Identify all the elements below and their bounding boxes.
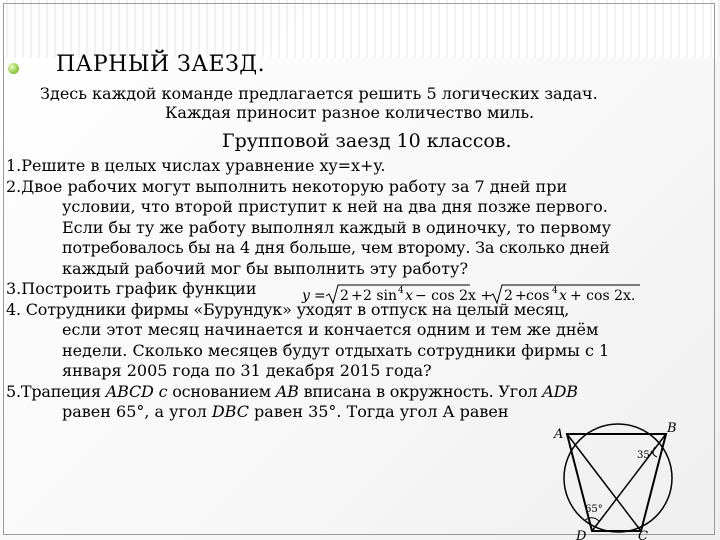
formula-plus2: + bbox=[515, 288, 527, 304]
label-b: B bbox=[667, 421, 677, 436]
trapezoid-abcd bbox=[567, 434, 666, 531]
formula-minus1: − cos 2x + bbox=[415, 288, 493, 304]
task-4-line-3: недели. Сколько месяцев будут отдыхать сотрудники фирмы с 1 bbox=[62, 340, 610, 360]
title-bullet-icon bbox=[8, 63, 19, 74]
task-4-line-2: если этот месяц начинается и кончается одним и тем же днём bbox=[62, 320, 599, 339]
formula-cos: cos bbox=[526, 288, 550, 304]
t5-dbc: DBC bbox=[211, 402, 249, 421]
task-2-line-4: потребовалось бы на 4 дня больше, чем второму. За сколько дней bbox=[62, 238, 610, 257]
formula-2b: 2 bbox=[504, 288, 513, 304]
trapezoid-figure bbox=[552, 414, 678, 540]
task-1: 1.Решите в целых числах уравнение xy=x+y. bbox=[6, 156, 386, 175]
formula-eq: = bbox=[314, 288, 326, 304]
formula-x1: x bbox=[405, 288, 413, 304]
angle-label-35: 35° bbox=[637, 450, 655, 461]
circumscribed-circle bbox=[564, 424, 672, 532]
group-heading: Групповой заезд 10 классов. bbox=[222, 130, 512, 152]
formula-x2: x bbox=[559, 288, 567, 304]
task-2-line-1: 2.Двое рабочих могут выполнить некоторую работу за 7 дней при bbox=[6, 176, 568, 196]
t5-text: вписана в окружность. Угол bbox=[298, 381, 543, 401]
task-3: 3.Построить график функции bbox=[6, 279, 257, 298]
task-2-line-2: условии, что второй приступит к ней на два дня позже первого. bbox=[62, 197, 608, 216]
t5-ab: AB bbox=[275, 381, 299, 401]
t5-text: равен 35°. Тогда угол А равен bbox=[248, 402, 509, 421]
formula-y: y bbox=[302, 288, 310, 304]
label-c: C bbox=[638, 529, 648, 540]
label-a: A bbox=[554, 427, 564, 442]
formula-tail: + cos 2x. bbox=[570, 288, 636, 304]
t5-text: основанием bbox=[167, 381, 276, 401]
task-4-line-4: января 2005 года по 31 декабря 2015 года? bbox=[62, 361, 432, 380]
angle-arc-d bbox=[585, 518, 599, 521]
angle-label-65: 65° bbox=[585, 504, 603, 515]
formula-sin: 2 sin bbox=[363, 288, 398, 304]
task-4-line-1: 4. Сотрудники фирмы «Бурундук» уходят в отпуск на целый месяц, bbox=[6, 299, 570, 319]
label-d: D bbox=[576, 529, 587, 540]
formula-pow2: 4 bbox=[552, 286, 558, 296]
formula-plus1: + bbox=[351, 288, 363, 304]
task-5-line-1 bbox=[6, 382, 656, 403]
t5-text: равен 65°, а угол bbox=[62, 402, 212, 421]
intro-line-1: Здесь каждой команде предлагается решить 5 логических задач. bbox=[40, 84, 598, 103]
t5-adb: ADB bbox=[542, 381, 578, 401]
formula-2a: 2 bbox=[340, 288, 349, 304]
function-formula bbox=[300, 284, 645, 306]
t5-abcd: ABCD с bbox=[105, 381, 168, 401]
slide-title: ПАРНЫЙ ЗАЕЗД. bbox=[56, 52, 266, 77]
task-2-line-3: Если бы ту же работу выполнял каждый в одиночку, то первому bbox=[62, 217, 611, 237]
t5-text: 5.Трапеция bbox=[6, 381, 106, 401]
intro-line-2: Каждая приносит разное количество миль. bbox=[165, 103, 535, 122]
task-2-line-5: каждый рабочий мог бы выполнить эту работу? bbox=[62, 258, 469, 278]
formula-pow1: 4 bbox=[398, 286, 404, 296]
